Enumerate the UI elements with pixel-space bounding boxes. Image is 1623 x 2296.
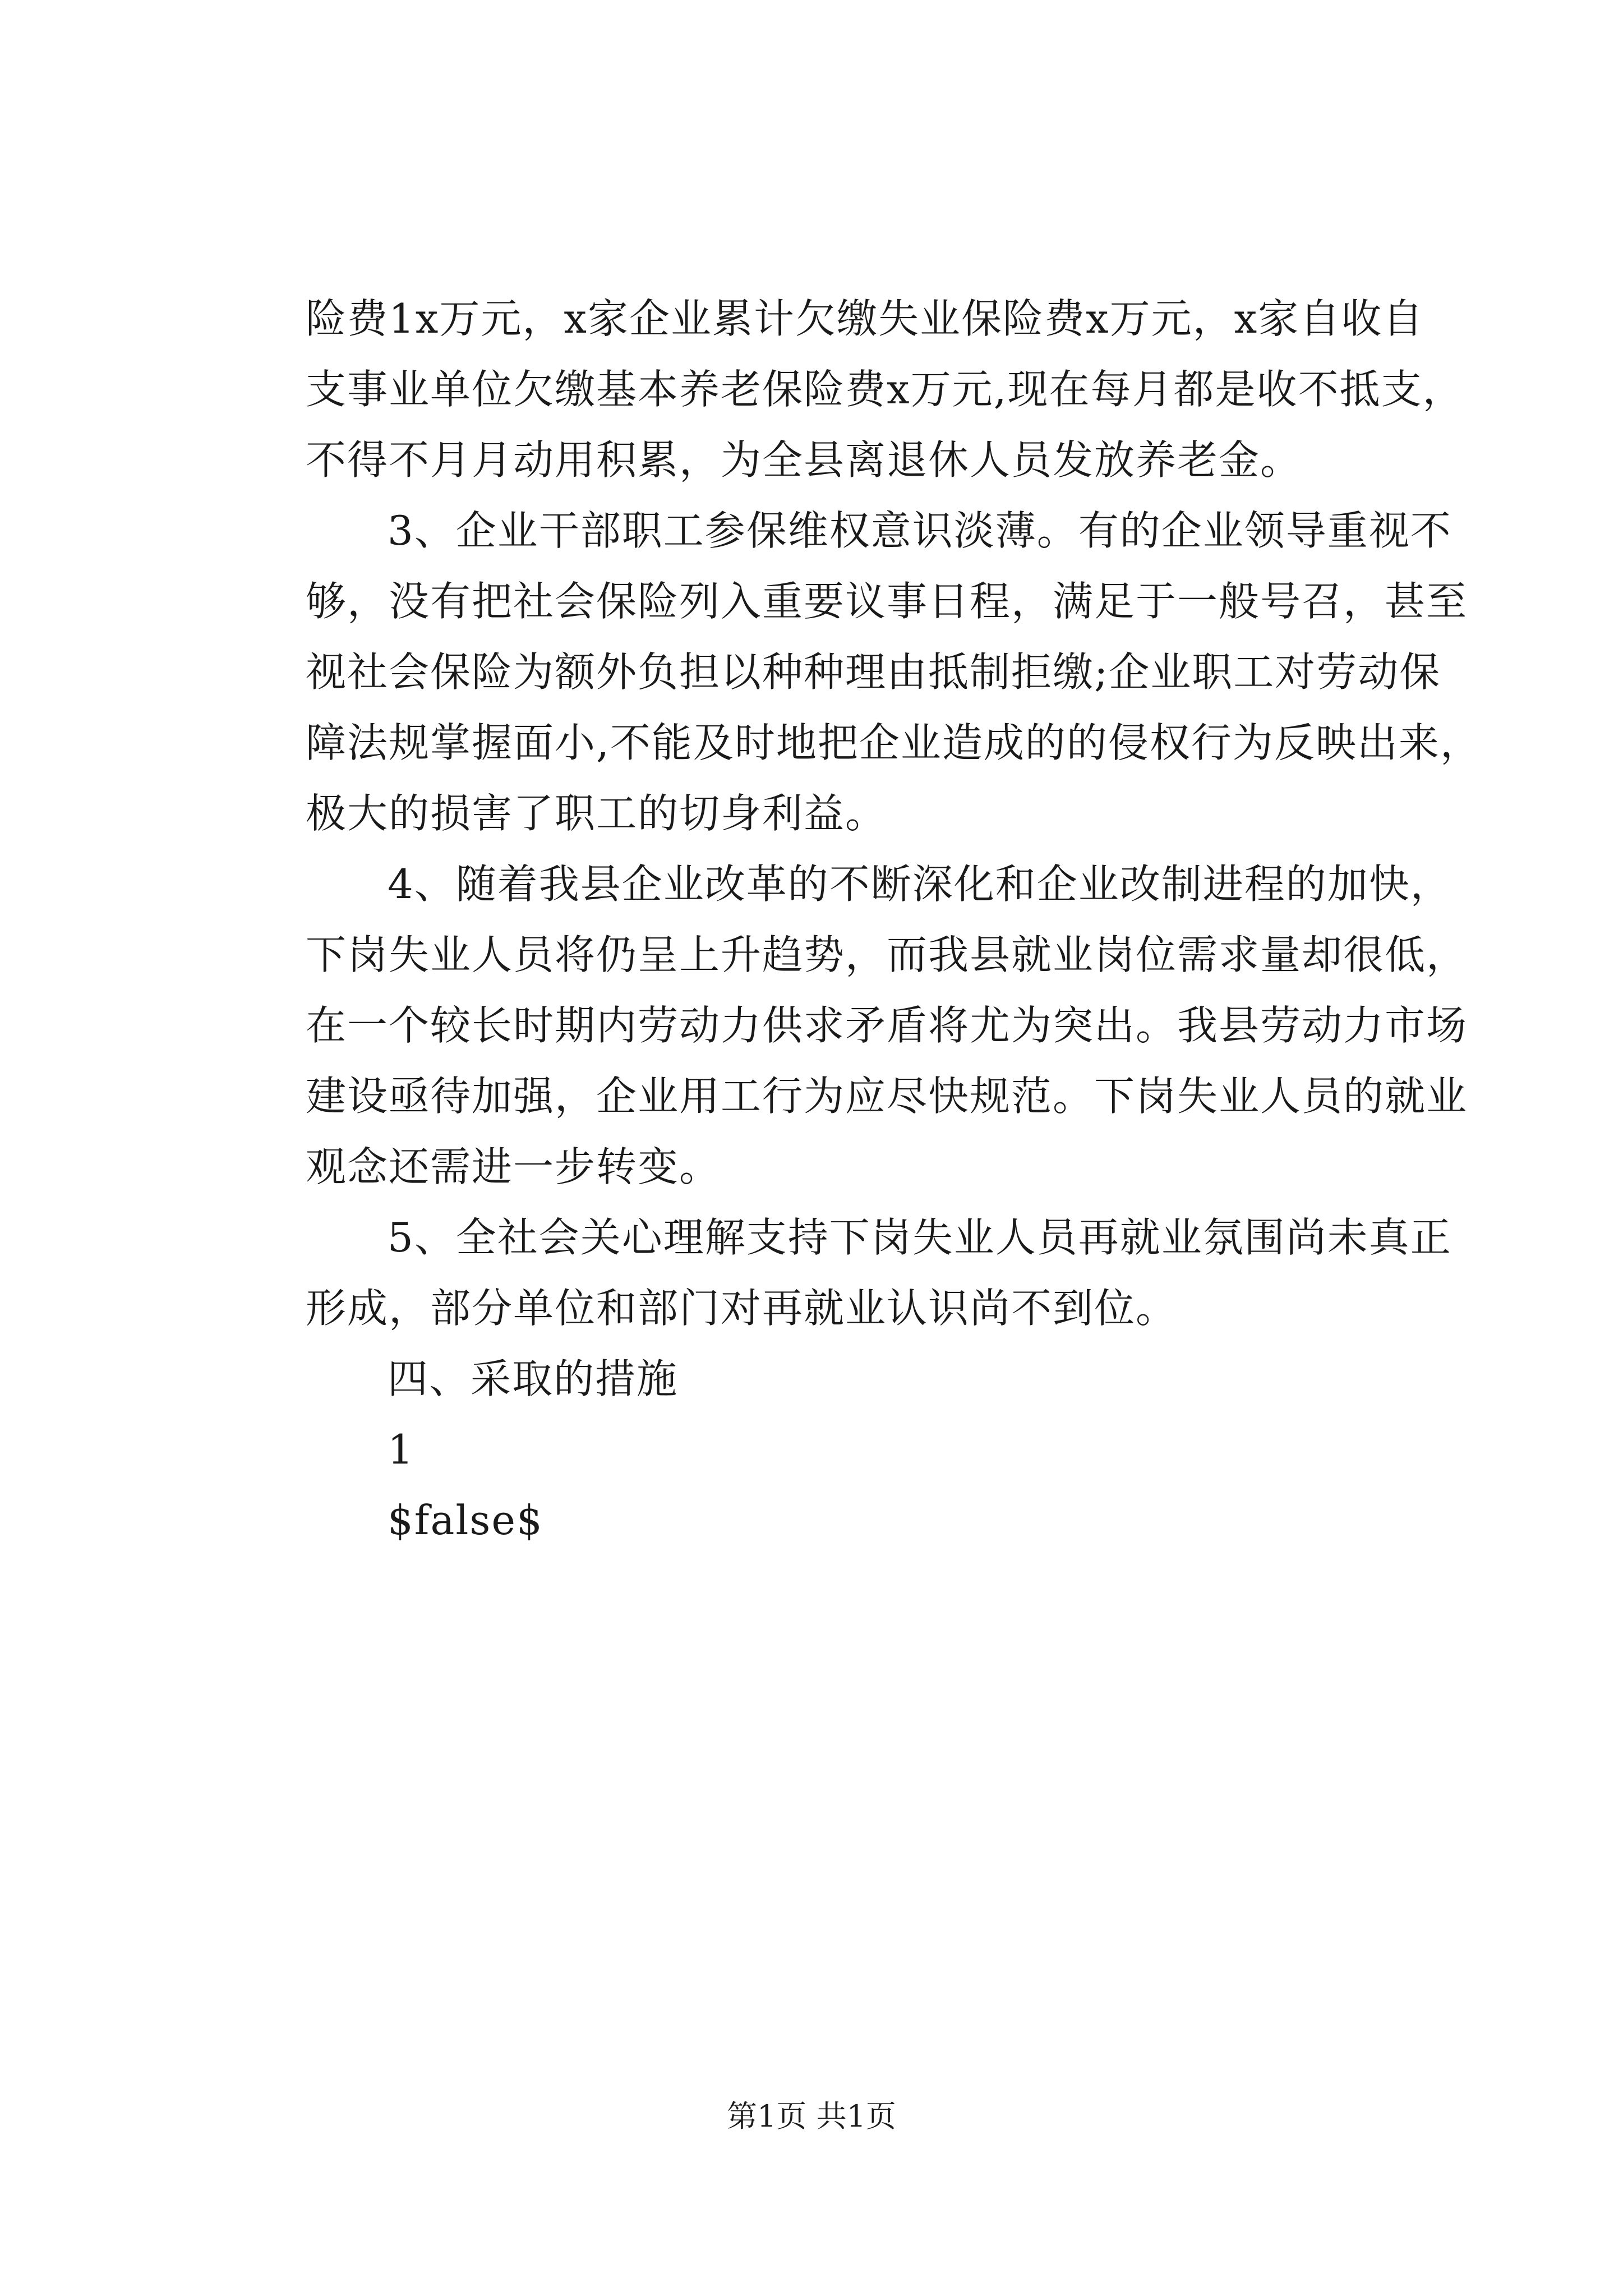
text-line: 险费1x万元，x家企业累计欠缴失业保险费x万元，x家自收自 [306, 295, 1424, 342]
text-line: 够，没有把社会保险列入重要议事日程，满足于一般号召，甚至 [306, 578, 1468, 625]
text-line: 形成，部分单位和部门对再就业认识尚不到位。 [306, 1285, 1178, 1332]
text-line: 支事业单位欠缴基本养老保险费x万元,现在每月都是收不抵支， [306, 366, 1464, 413]
text-line: 不得不月月动用积累，为全县离退休人员发放养老金。 [306, 436, 1302, 484]
text-line: 建设亟待加强，企业用工行为应尽快规范。下岗失业人员的就业 [306, 1073, 1468, 1120]
text-line: 观念还需进一步转变。 [306, 1143, 721, 1190]
document-body [306, 283, 1489, 1556]
paragraph-3-start: 3、企业干部职工参保维权意识淡薄。有的企业领导重视不 [388, 507, 1452, 554]
placeholder-text: $false$ [388, 1497, 543, 1544]
list-number: 1 [388, 1426, 414, 1473]
page-footer: 第1页 共1页 [727, 2099, 896, 2134]
text-line: 视社会保险为额外负担以种种理由抵制拒缴;企业职工对劳动保 [306, 648, 1441, 696]
text-line: 障法规掌握面小,不能及时地把企业造成的的侵权行为反映出来， [306, 719, 1482, 766]
text-line: 下岗失业人员将仍呈上升趋势，而我县就业岗位需求量却很低， [306, 931, 1468, 978]
text-line: 极大的损害了职工的切身利益。 [306, 790, 887, 837]
paragraph-4-start: 4、随着我县企业改革的不断深化和企业改制进程的加快， [388, 861, 1452, 908]
text-line: 在一个较长时期内劳动力供求矛盾将尤为突出。我县劳动力市场 [306, 1002, 1468, 1049]
section-heading: 四、采取的措施 [388, 1355, 679, 1402]
paragraph-5-start: 5、全社会关心理解支持下岗失业人员再就业氛围尚未真正 [388, 1214, 1452, 1261]
